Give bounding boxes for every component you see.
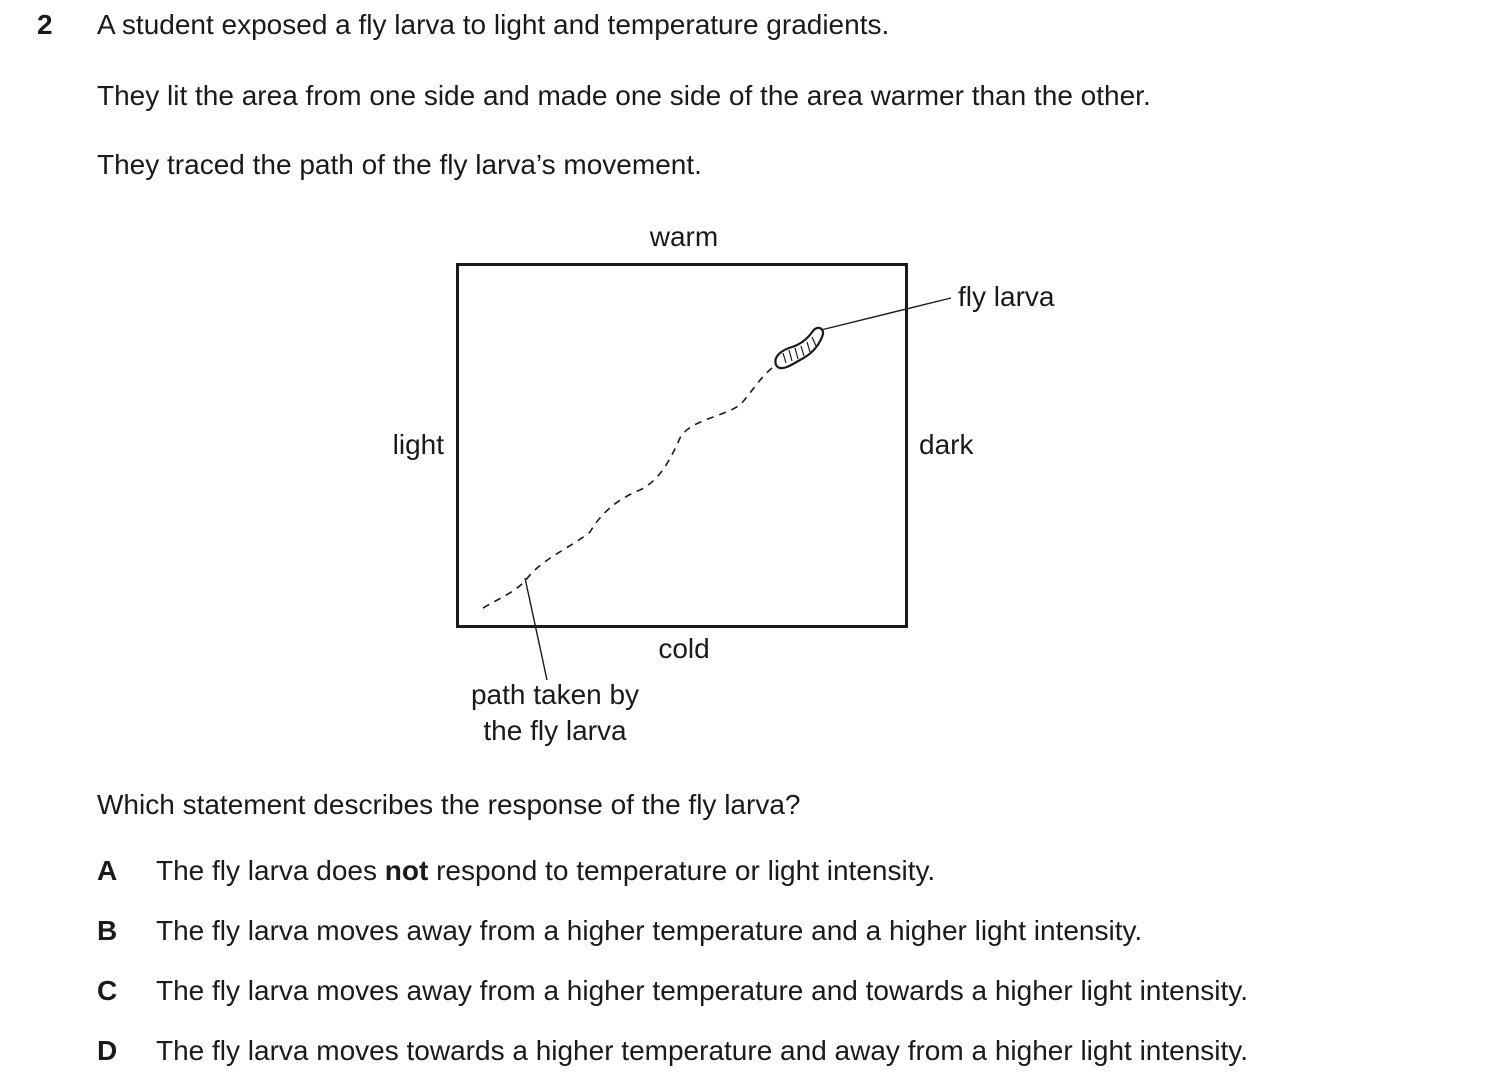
option-letter: C: [97, 975, 118, 1006]
option-text: The fly larva moves away from a higher temperature and a higher light intensity.: [156, 915, 1143, 946]
option-text: The fly larva moves towards a higher temperature and away from a higher light intensity.: [156, 1035, 1248, 1066]
intro-sentence-3: They traced the path of the fly larva’s movement.: [97, 149, 702, 180]
path-leader-line: [525, 578, 547, 680]
question-number: 2: [37, 9, 53, 40]
option-letter: A: [97, 855, 118, 886]
option-letter: D: [97, 1035, 118, 1066]
option-c[interactable]: [97, 974, 1248, 1008]
label-cold: cold: [658, 633, 710, 664]
label-warm: warm: [649, 221, 719, 252]
larva-leader-line: [821, 298, 951, 330]
option-a[interactable]: [97, 854, 935, 888]
option-text-before: The fly larva does: [156, 855, 385, 886]
larva-path: [483, 368, 772, 608]
option-text: The fly larva moves away from a higher temperature and towards a higher light intensity.: [156, 975, 1248, 1006]
option-b[interactable]: [97, 914, 1142, 948]
label-dark: dark: [919, 429, 974, 460]
label-path-line-2: the fly larva: [483, 715, 627, 746]
intro-sentence-1: A student exposed a fly larva to light and temperature gradients.: [97, 9, 890, 40]
intro-sentence-2: They lit the area from one side and made one side of the area warmer than the other.: [97, 80, 1151, 111]
option-letter: B: [97, 915, 118, 946]
option-text-emphasis: not: [384, 855, 429, 886]
label-fly-larva: fly larva: [958, 281, 1055, 312]
test-area-box: [458, 265, 907, 627]
question-prompt: Which statement describes the response of the fly larva?: [97, 789, 801, 820]
label-path-line-1: path taken by: [470, 679, 640, 710]
label-light: light: [392, 429, 444, 460]
option-text-after: respond to temperature or light intensity.: [428, 855, 936, 886]
fly-larva-icon: [775, 328, 823, 368]
option-d[interactable]: [97, 1034, 1248, 1068]
